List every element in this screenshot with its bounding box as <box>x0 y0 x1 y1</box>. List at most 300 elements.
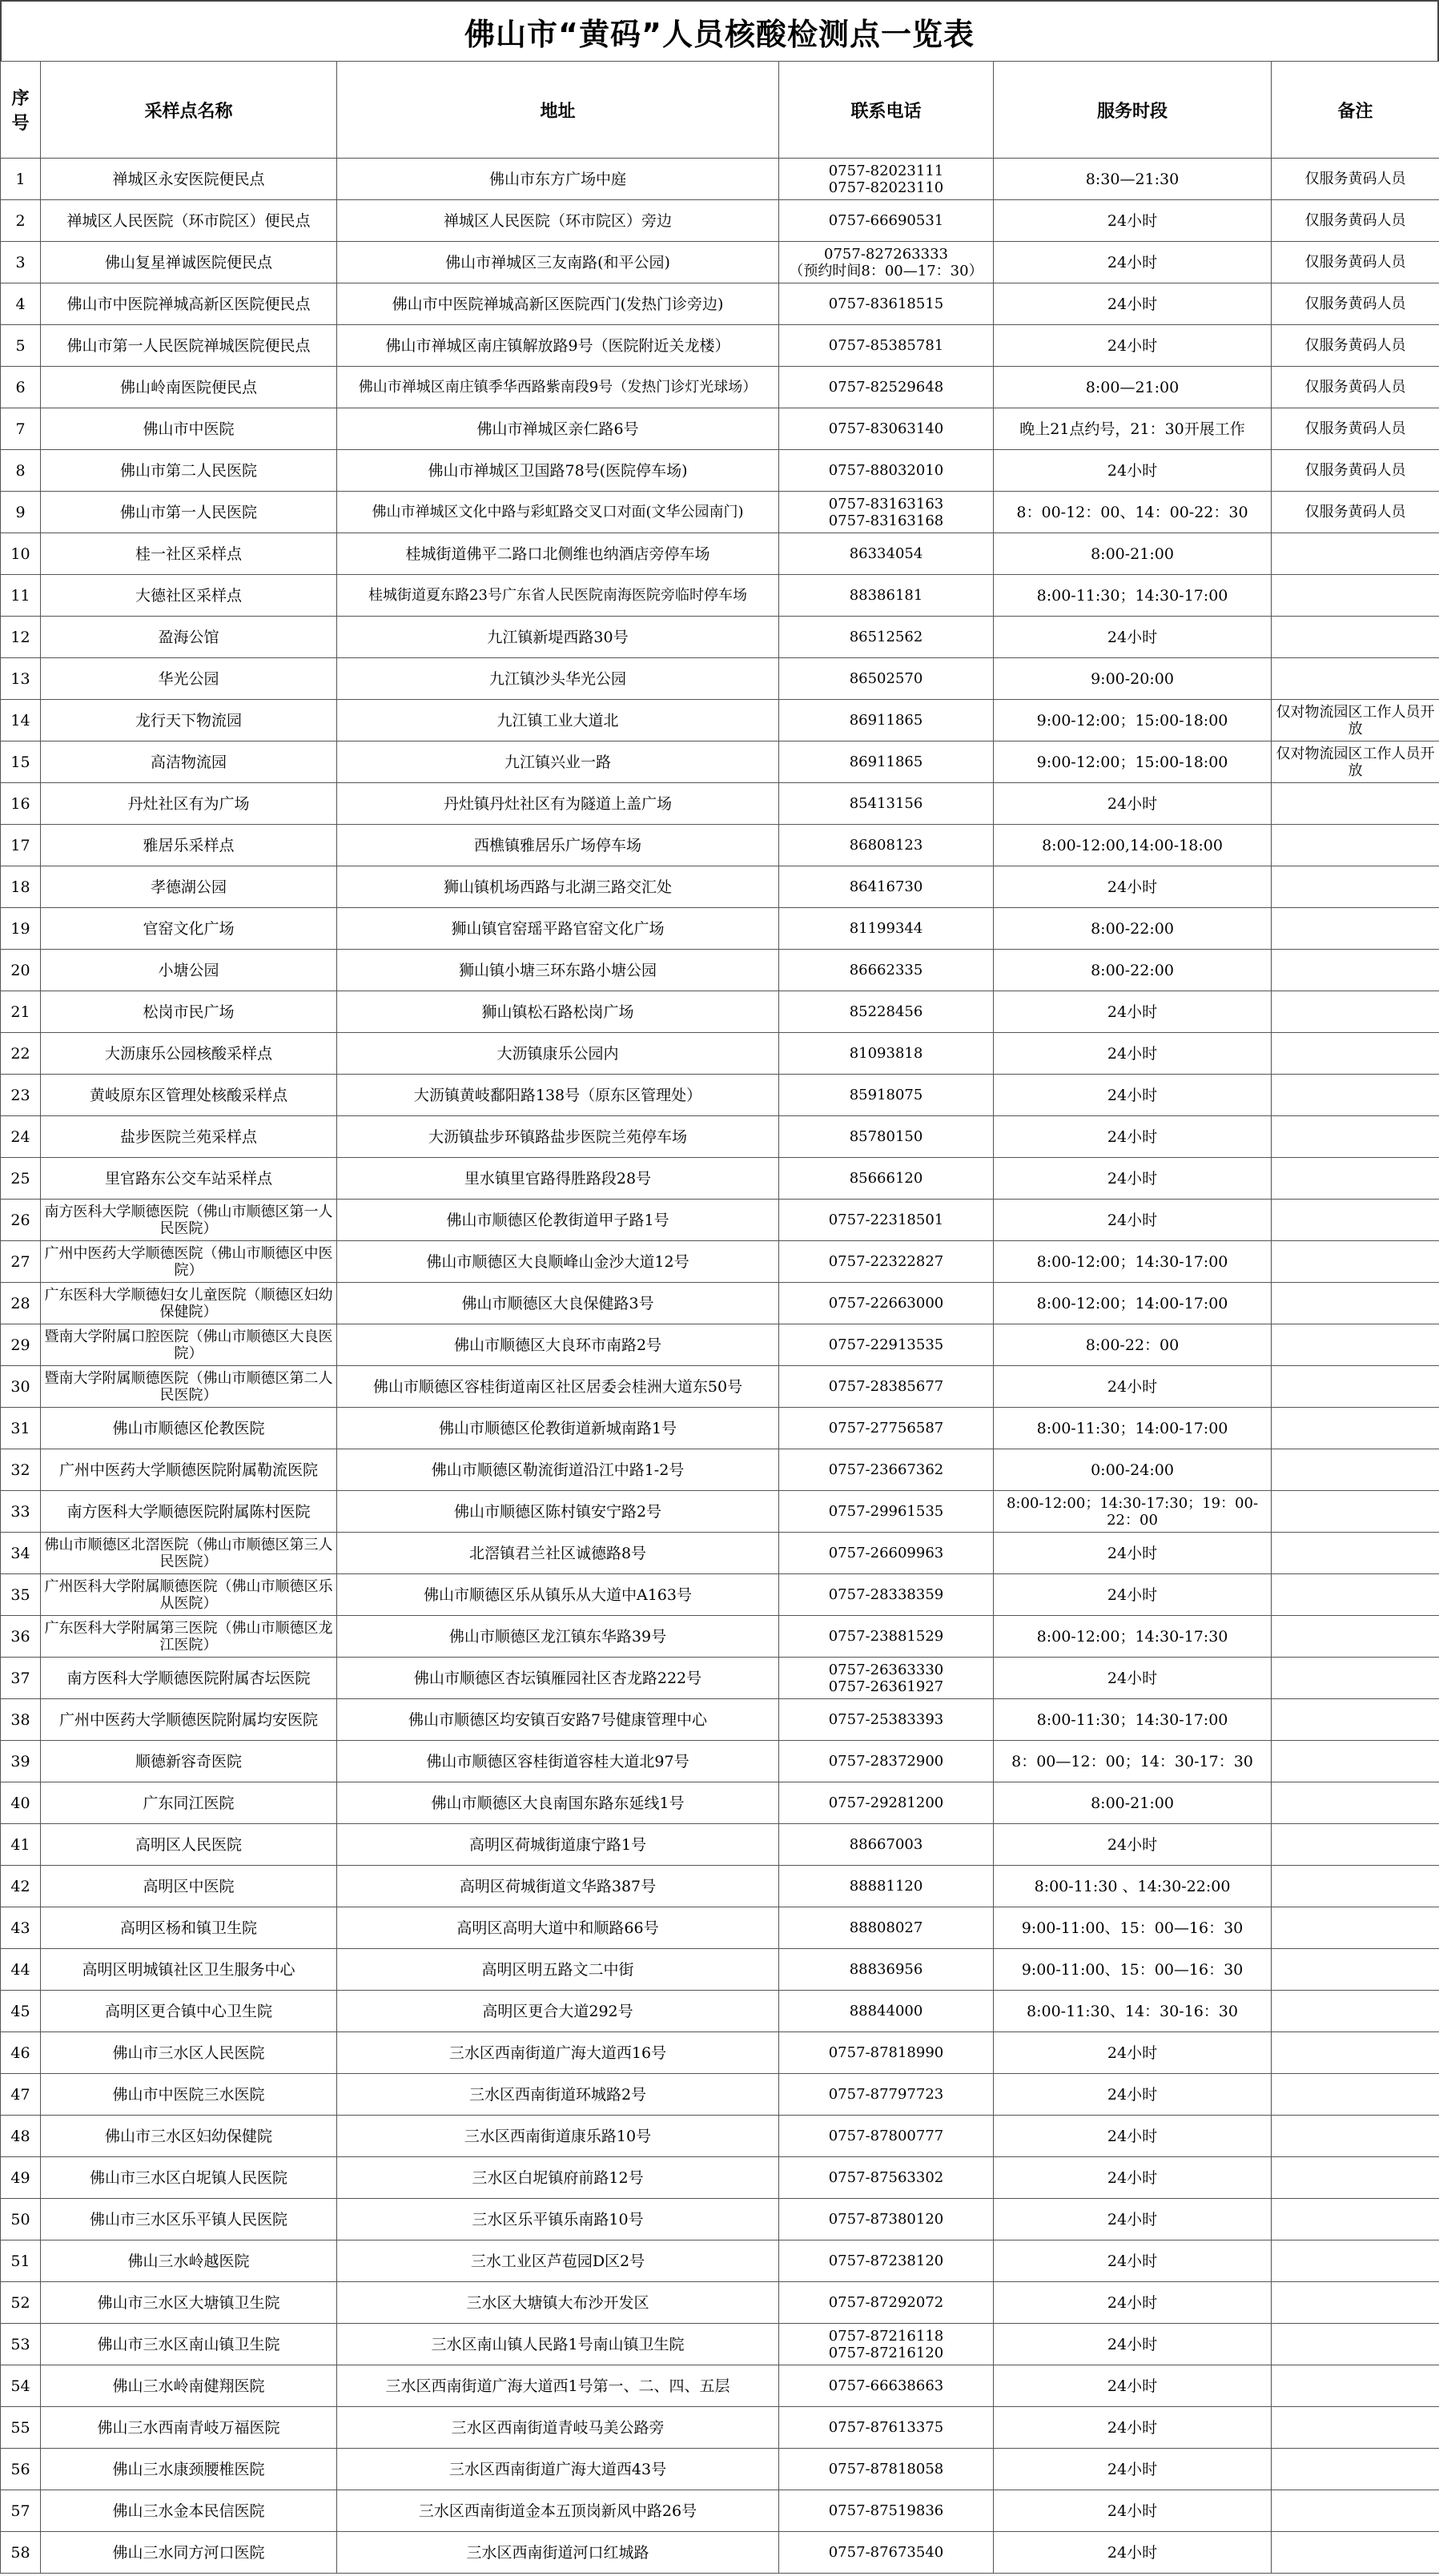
site-name: 顺德新容奇医院 <box>41 1741 337 1782</box>
site-note <box>1272 2532 1439 2574</box>
site-phone <box>779 575 994 617</box>
site-address: 北滘镇君兰社区诚德路8号 <box>337 1533 779 1574</box>
site-name: 广州中医药大学顺德医院附属勒流医院 <box>41 1449 337 1491</box>
site-note <box>1272 1324 1439 1366</box>
phone-line: 0757-827263333 <box>824 245 948 263</box>
site-phone <box>779 2240 994 2282</box>
site-name: 广州医科大学附属顺德医院（佛山市顺德区乐从医院） <box>41 1574 337 1616</box>
phone-line: 86662335 <box>849 962 923 979</box>
site-name: 南方医科大学顺德医院（佛山市顺德区第一人民医院） <box>41 1200 337 1241</box>
site-phone <box>779 825 994 866</box>
table-row <box>1 1658 1439 1699</box>
service-hours: 24小时 <box>994 200 1272 242</box>
header-note: 备注 <box>1272 62 1439 159</box>
service-hours: 24小时 <box>994 2449 1272 2490</box>
phone-line: 85228456 <box>849 1003 923 1020</box>
site-phone <box>779 1782 994 1824</box>
service-hours: 8:00-22：00 <box>994 1324 1272 1366</box>
table-row <box>1 783 1439 825</box>
phone-line: 85918075 <box>849 1087 923 1103</box>
row-index: 57 <box>1 2490 41 2532</box>
site-address: 佛山市顺德区均安镇百安路7号健康管理中心 <box>337 1699 779 1741</box>
row-index: 47 <box>1 2074 41 2116</box>
phone-line: 0757-23881529 <box>828 1628 944 1645</box>
site-address: 佛山市禅城区南庄镇解放路9号（医院附近关龙楼） <box>337 325 779 367</box>
phone-line: 0757-83618515 <box>828 295 944 312</box>
site-phone <box>779 1491 994 1533</box>
phone-line: 86502570 <box>849 670 923 687</box>
site-phone <box>779 1283 994 1324</box>
site-address: 九江镇沙头华光公园 <box>337 658 779 700</box>
phone-line: 0757-87216120 <box>828 2344 944 2361</box>
table-row <box>1 1866 1439 1907</box>
site-note <box>1272 2407 1439 2449</box>
row-index: 12 <box>1 617 41 658</box>
site-address: 三水区西南街道广海大道西1号第一、二、四、五层 <box>337 2365 779 2407</box>
site-address: 高明区明五路文二中街 <box>337 1949 779 1991</box>
row-index: 36 <box>1 1616 41 1658</box>
row-index: 31 <box>1 1408 41 1449</box>
phone-line: 0757-26361927 <box>828 1678 944 1695</box>
site-address: 三水区西南街道环城路2号 <box>337 2074 779 2116</box>
row-index: 41 <box>1 1824 41 1866</box>
phone-line: 86334054 <box>849 545 923 562</box>
site-phone <box>779 533 994 575</box>
site-name: 丹灶社区有为广场 <box>41 783 337 825</box>
header-hours: 服务时段 <box>994 62 1272 159</box>
site-note: 仅服务黄码人员 <box>1272 367 1439 408</box>
row-index: 4 <box>1 283 41 325</box>
service-hours: 24小时 <box>994 2324 1272 2365</box>
row-index: 30 <box>1 1366 41 1408</box>
site-address: 大沥镇康乐公园内 <box>337 1033 779 1075</box>
table-row <box>1 2490 1439 2532</box>
site-address: 狮山镇机场西路与北湖三路交汇处 <box>337 866 779 908</box>
table-row <box>1 1907 1439 1949</box>
service-hours: 8:00-21:00 <box>994 1782 1272 1824</box>
phone-line: 0757-82023111 <box>828 162 944 179</box>
site-address: 九江镇兴业一路 <box>337 741 779 783</box>
phone-line: 0757-87563302 <box>828 2169 944 2186</box>
site-address: 里水镇里官路得胜路段28号 <box>337 1158 779 1200</box>
site-name: 佛山三水西南青岐万福医院 <box>41 2407 337 2449</box>
phone-line: 0757-87519836 <box>828 2502 944 2519</box>
site-address: 桂城街道夏东路23号广东省人民医院南海医院旁临时停车场 <box>337 575 779 617</box>
phone-line: 0757-83063140 <box>828 420 944 437</box>
phone-line: 0757-87613375 <box>828 2419 944 2436</box>
row-index: 34 <box>1 1533 41 1574</box>
service-hours: 8:00-11:30 、14:30-22:00 <box>994 1866 1272 1907</box>
phone-line: 0757-22663000 <box>828 1295 944 1312</box>
service-hours: 晚上21点约号，21：30开展工作 <box>994 408 1272 450</box>
site-note <box>1272 1741 1439 1782</box>
site-note <box>1272 1283 1439 1324</box>
phone-line: 0757-28338359 <box>828 1586 944 1603</box>
site-name: 孝德湖公园 <box>41 866 337 908</box>
service-hours: 24小时 <box>994 2074 1272 2116</box>
row-index: 58 <box>1 2532 41 2574</box>
phone-line: 88808027 <box>849 1919 923 1936</box>
site-name: 广州中医药大学顺德医院附属均安医院 <box>41 1699 337 1741</box>
site-phone <box>779 1033 994 1075</box>
site-address: 狮山镇小塘三环东路小塘公园 <box>337 950 779 991</box>
site-address: 三水区乐平镇乐南路10号 <box>337 2199 779 2240</box>
site-address: 佛山市顺德区大良顺峰山金沙大道12号 <box>337 1241 779 1283</box>
site-name: 佛山市第一人民医院 <box>41 492 337 533</box>
site-address: 佛山市顺德区大良南国东路东延线1号 <box>337 1782 779 1824</box>
site-address: 九江镇新堤西路30号 <box>337 617 779 658</box>
site-note <box>1272 617 1439 658</box>
row-index: 3 <box>1 242 41 283</box>
table-row <box>1 533 1439 575</box>
row-index: 16 <box>1 783 41 825</box>
header-row <box>1 62 1439 159</box>
service-hours: 8:00-11:30、14：30-16：30 <box>994 1991 1272 2032</box>
service-hours: 24小时 <box>994 2282 1272 2324</box>
row-index: 6 <box>1 367 41 408</box>
site-name: 佛山市三水区大塘镇卫生院 <box>41 2282 337 2324</box>
site-phone <box>779 658 994 700</box>
table-row <box>1 2282 1439 2324</box>
phone-line: 88836956 <box>849 1961 923 1978</box>
phone-line: 0757-87292072 <box>828 2294 944 2311</box>
site-phone <box>779 700 994 741</box>
row-index: 19 <box>1 908 41 950</box>
table-row <box>1 325 1439 367</box>
site-address: 大沥镇盐步环镇路盐步医院兰苑停车场 <box>337 1116 779 1158</box>
service-hours: 24小时 <box>994 1658 1272 1699</box>
site-note <box>1272 1075 1439 1116</box>
site-phone <box>779 2490 994 2532</box>
phone-line: 85780150 <box>849 1128 923 1145</box>
service-hours: 24小时 <box>994 1824 1272 1866</box>
service-hours: 8:00-12:00；14:30-17:30 <box>994 1616 1272 1658</box>
site-note <box>1272 1907 1439 1949</box>
row-index: 27 <box>1 1241 41 1283</box>
table-row <box>1 1991 1439 2032</box>
row-index: 10 <box>1 533 41 575</box>
row-index: 14 <box>1 700 41 741</box>
site-phone <box>779 1616 994 1658</box>
site-note <box>1272 658 1439 700</box>
service-hours: 24小时 <box>994 1116 1272 1158</box>
site-address: 佛山市禅城区亲仁路6号 <box>337 408 779 450</box>
site-name: 佛山市第二人民医院 <box>41 450 337 492</box>
site-phone <box>779 1116 994 1158</box>
service-hours: 24小时 <box>994 2032 1272 2074</box>
site-note <box>1272 1408 1439 1449</box>
site-phone <box>779 2324 994 2365</box>
service-hours: 24小时 <box>994 866 1272 908</box>
site-note <box>1272 1033 1439 1075</box>
site-address: 佛山市顺德区伦教街道新城南路1号 <box>337 1408 779 1449</box>
site-phone <box>779 1533 994 1574</box>
service-hours: 9:00-11:00、15：00—16：30 <box>994 1949 1272 1991</box>
service-hours: 9:00-12:00；15:00-18:00 <box>994 700 1272 741</box>
site-phone <box>779 1075 994 1116</box>
site-note <box>1272 866 1439 908</box>
service-hours: 8:00-11:30；14:00-17:00 <box>994 1408 1272 1449</box>
phone-line: 0757-83163168 <box>828 512 944 529</box>
site-name: 广东医科大学顺德妇女儿童医院（顺德区妇幼保健院） <box>41 1283 337 1324</box>
service-hours: 24小时 <box>994 2240 1272 2282</box>
row-index: 40 <box>1 1782 41 1824</box>
site-address: 禅城区人民医院（环市院区）旁边 <box>337 200 779 242</box>
site-name: 佛山市三水区妇幼保健院 <box>41 2116 337 2157</box>
site-note: 仅对物流园区工作人员开放 <box>1272 700 1439 741</box>
site-name: 广东同江医院 <box>41 1782 337 1824</box>
title-row <box>0 0 1439 61</box>
site-phone <box>779 1241 994 1283</box>
service-hours: 24小时 <box>994 783 1272 825</box>
row-index: 39 <box>1 1741 41 1782</box>
service-hours: 24小时 <box>994 283 1272 325</box>
phone-line: 0757-87216118 <box>828 2327 944 2345</box>
site-note <box>1272 2490 1439 2532</box>
site-name: 佛山市中医院禅城高新区医院便民点 <box>41 283 337 325</box>
site-name: 佛山市三水区人民医院 <box>41 2032 337 2074</box>
site-note <box>1272 2449 1439 2490</box>
site-phone <box>779 1699 994 1741</box>
site-phone <box>779 1324 994 1366</box>
row-index: 48 <box>1 2116 41 2157</box>
row-index: 54 <box>1 2365 41 2407</box>
table-body <box>1 159 1439 2574</box>
phone-line: 81093818 <box>849 1045 923 1062</box>
service-hours: 24小时 <box>994 1574 1272 1616</box>
table-row <box>1 1324 1439 1366</box>
service-hours: 8:00-12:00；14:30-17:00 <box>994 1241 1272 1283</box>
table-row <box>1 1574 1439 1616</box>
site-phone <box>779 1907 994 1949</box>
site-note <box>1272 1241 1439 1283</box>
site-name: 高洁物流园 <box>41 741 337 783</box>
site-name: 高明区人民医院 <box>41 1824 337 1866</box>
site-name: 暨南大学附属顺德医院（佛山市顺德区第二人民医院） <box>41 1366 337 1408</box>
header-idx: 序号 <box>1 62 41 159</box>
phone-line: 0757-87818058 <box>828 2461 944 2478</box>
site-note <box>1272 2324 1439 2365</box>
site-address: 佛山市禅城区南庄镇季华西路紫南段9号（发热门诊灯光球场） <box>337 367 779 408</box>
table-row <box>1 492 1439 533</box>
site-phone <box>779 1658 994 1699</box>
row-index: 15 <box>1 741 41 783</box>
site-phone <box>779 1408 994 1449</box>
site-name: 佛山市顺德区伦教医院 <box>41 1408 337 1449</box>
site-name: 佛山三水岭南健翔医院 <box>41 2365 337 2407</box>
site-address: 佛山市顺德区容桂街道南区社区居委会桂洲大道东50号 <box>337 1366 779 1408</box>
site-name: 南方医科大学顺德医院附属陈村医院 <box>41 1491 337 1533</box>
service-hours: 24小时 <box>994 242 1272 283</box>
service-hours: 24小时 <box>994 2199 1272 2240</box>
site-address: 佛山市禅城区三友南路(和平公园) <box>337 242 779 283</box>
phone-line: 0757-87238120 <box>828 2252 944 2269</box>
site-note <box>1272 533 1439 575</box>
site-phone <box>779 492 994 533</box>
phone-line: 0757-82023110 <box>828 179 944 196</box>
site-note <box>1272 1949 1439 1991</box>
site-address: 高明区高明大道中和顺路66号 <box>337 1907 779 1949</box>
row-index: 53 <box>1 2324 41 2365</box>
table-row <box>1 2157 1439 2199</box>
site-name: 佛山岭南医院便民点 <box>41 367 337 408</box>
table-row <box>1 658 1439 700</box>
site-note: 仅服务黄码人员 <box>1272 450 1439 492</box>
site-note <box>1272 575 1439 617</box>
site-address: 佛山市顺德区乐从镇乐从大道中A163号 <box>337 1574 779 1616</box>
site-name: 佛山市三水区白坭镇人民医院 <box>41 2157 337 2199</box>
site-name: 佛山市中医院三水医院 <box>41 2074 337 2116</box>
row-index: 37 <box>1 1658 41 1699</box>
site-note <box>1272 2074 1439 2116</box>
table-row <box>1 991 1439 1033</box>
table-row <box>1 2365 1439 2407</box>
row-index: 43 <box>1 1907 41 1949</box>
site-address: 佛山市顺德区伦教街道甲子路1号 <box>337 1200 779 1241</box>
site-address: 三水区南山镇人民路1号南山镇卫生院 <box>337 2324 779 2365</box>
site-name: 佛山三水康颈腰椎医院 <box>41 2449 337 2490</box>
service-hours: 24小时 <box>994 2157 1272 2199</box>
phone-line: 0757-83163163 <box>828 495 944 512</box>
page-title: 佛山市“黄码”人员核酸检测点一览表 <box>464 16 975 52</box>
site-note: 仅服务黄码人员 <box>1272 200 1439 242</box>
phone-line: 85413156 <box>849 795 923 812</box>
row-index: 51 <box>1 2240 41 2282</box>
row-index: 11 <box>1 575 41 617</box>
site-address: 佛山市禅城区卫国路78号(医院停车场) <box>337 450 779 492</box>
service-hours: 0:00-24:00 <box>994 1449 1272 1491</box>
phone-line: 86911865 <box>849 712 923 729</box>
table-row <box>1 617 1439 658</box>
site-name: 松岗市民广场 <box>41 991 337 1033</box>
site-name: 南方医科大学顺德医院附属杏坛医院 <box>41 1658 337 1699</box>
table-row <box>1 1782 1439 1824</box>
table-row <box>1 2532 1439 2574</box>
row-index: 42 <box>1 1866 41 1907</box>
table-row <box>1 1200 1439 1241</box>
phone-line: 88844000 <box>849 2003 923 2019</box>
testing-sites-table <box>0 61 1439 2574</box>
site-address: 佛山市顺德区龙江镇东华路39号 <box>337 1616 779 1658</box>
table-row <box>1 1616 1439 1658</box>
phone-line: 0757-29281200 <box>828 1794 944 1811</box>
header-address: 地址 <box>337 62 779 159</box>
site-note <box>1272 783 1439 825</box>
phone-line: （预约时间8：00—17：30） <box>789 262 983 279</box>
site-address: 三水区西南街道河口红城路 <box>337 2532 779 2574</box>
site-address: 三水工业区芦苞园D区2号 <box>337 2240 779 2282</box>
site-note <box>1272 2199 1439 2240</box>
row-index: 55 <box>1 2407 41 2449</box>
site-note <box>1272 1491 1439 1533</box>
site-phone <box>779 1949 994 1991</box>
service-hours: 8:00—21:00 <box>994 367 1272 408</box>
phone-line: 85666120 <box>849 1170 923 1187</box>
row-index: 18 <box>1 866 41 908</box>
site-note <box>1272 1449 1439 1491</box>
site-phone <box>779 2365 994 2407</box>
row-index: 25 <box>1 1158 41 1200</box>
row-index: 21 <box>1 991 41 1033</box>
table-row <box>1 1241 1439 1283</box>
table-row <box>1 1533 1439 1574</box>
row-index: 50 <box>1 2199 41 2240</box>
service-hours: 24小时 <box>994 1200 1272 1241</box>
site-address: 三水区西南街道金本五顶岗新风中路26号 <box>337 2490 779 2532</box>
table-row <box>1 950 1439 991</box>
row-index: 32 <box>1 1449 41 1491</box>
site-phone <box>779 2074 994 2116</box>
service-hours: 24小时 <box>994 991 1272 1033</box>
phone-line: 0757-23667362 <box>828 1461 944 1478</box>
phone-line: 0757-28385677 <box>828 1378 944 1395</box>
phone-line: 0757-22322827 <box>828 1253 944 1270</box>
site-note: 仅服务黄码人员 <box>1272 283 1439 325</box>
site-phone <box>779 2032 994 2074</box>
site-address: 佛山市顺德区陈村镇安宁路2号 <box>337 1491 779 1533</box>
service-hours: 8:00-21:00 <box>994 533 1272 575</box>
site-name: 佛山市中医院 <box>41 408 337 450</box>
service-hours: 8：00-12：00、14：00-22：30 <box>994 492 1272 533</box>
table-row <box>1 700 1439 741</box>
site-note: 仅服务黄码人员 <box>1272 492 1439 533</box>
site-phone <box>779 450 994 492</box>
site-name: 佛山三水金本民信医院 <box>41 2490 337 2532</box>
site-name: 高明区中医院 <box>41 1866 337 1907</box>
table-row <box>1 1366 1439 1408</box>
row-index: 44 <box>1 1949 41 1991</box>
table-row <box>1 1158 1439 1200</box>
table-row <box>1 283 1439 325</box>
phone-line: 0757-88032010 <box>828 462 944 479</box>
site-phone <box>779 159 994 200</box>
site-name: 高明区杨和镇卫生院 <box>41 1907 337 1949</box>
site-note <box>1272 2116 1439 2157</box>
site-name: 佛山复星禅诚医院便民点 <box>41 242 337 283</box>
site-note <box>1272 2157 1439 2199</box>
row-index: 26 <box>1 1200 41 1241</box>
phone-line: 0757-26609963 <box>828 1545 944 1561</box>
row-index: 24 <box>1 1116 41 1158</box>
phone-line: 0757-28372900 <box>828 1753 944 1770</box>
row-index: 23 <box>1 1075 41 1116</box>
service-hours: 24小时 <box>994 1075 1272 1116</box>
phone-line: 0757-22318501 <box>828 1212 944 1228</box>
service-hours: 24小时 <box>994 2365 1272 2407</box>
site-note <box>1272 2282 1439 2324</box>
phone-line: 0757-82529648 <box>828 379 944 396</box>
site-name: 龙行天下物流园 <box>41 700 337 741</box>
site-address: 高明区更合大道292号 <box>337 1991 779 2032</box>
site-phone <box>779 1741 994 1782</box>
phone-line: 0757-87380120 <box>828 2211 944 2228</box>
table-row <box>1 1449 1439 1491</box>
table-row <box>1 1116 1439 1158</box>
row-index: 8 <box>1 450 41 492</box>
site-phone <box>779 741 994 783</box>
site-phone <box>779 2532 994 2574</box>
site-name: 广州中医药大学顺德医院（佛山市顺德区中医院） <box>41 1241 337 1283</box>
site-address: 佛山市中医院禅城高新区医院西门(发热门诊旁边) <box>337 283 779 325</box>
service-hours: 8:00-11:30；14:30-17:00 <box>994 575 1272 617</box>
site-address: 桂城街道佛平二路口北侧维也纳酒店旁停车场 <box>337 533 779 575</box>
service-hours: 8:00-12:00,14:00-18:00 <box>994 825 1272 866</box>
site-name: 佛山市三水区南山镇卫生院 <box>41 2324 337 2365</box>
table-row <box>1 159 1439 200</box>
site-address: 丹灶镇丹灶社区有为隧道上盖广场 <box>337 783 779 825</box>
site-phone <box>779 1200 994 1241</box>
site-name: 佛山市第一人民医院禅城医院便民点 <box>41 325 337 367</box>
